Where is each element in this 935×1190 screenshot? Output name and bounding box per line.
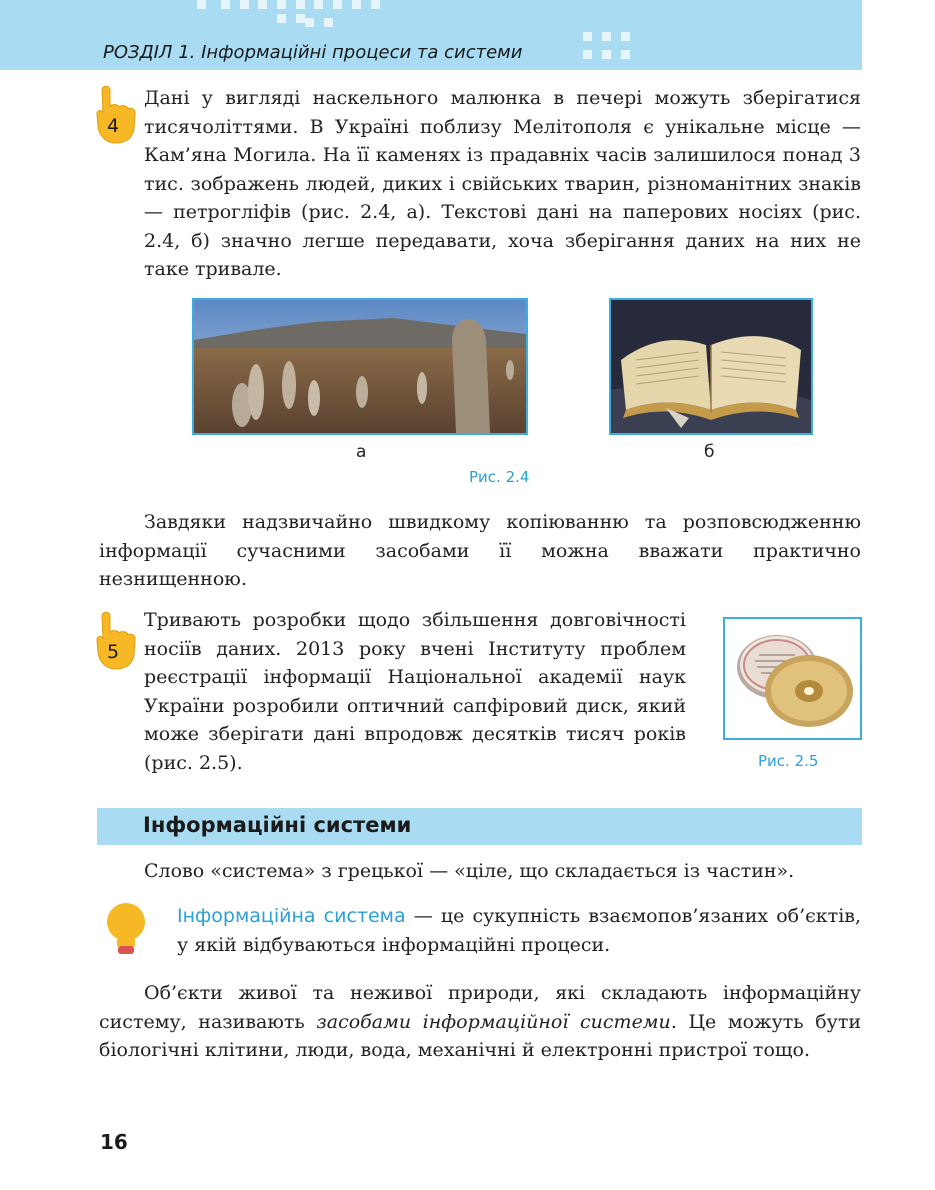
old-book-photo	[609, 298, 813, 435]
definition-term: Інформаційна система	[177, 905, 406, 927]
decor-square	[583, 32, 592, 41]
decor-square	[296, 0, 305, 9]
decor-square	[314, 0, 323, 9]
text-part: . Це можуть бути біологічні клітини, люди, вода, механічні й електронні пристрої тощо.	[99, 1010, 862, 1061]
decor-square	[371, 0, 380, 9]
figure-caption-2-5: Рис. 2.5	[758, 752, 819, 770]
pointing-hand-icon	[94, 84, 138, 146]
decor-square	[258, 0, 267, 9]
item-number: 4	[106, 115, 120, 137]
decor-square	[602, 50, 611, 59]
figure-caption-2-4: Рис. 2.4	[469, 468, 530, 486]
paragraph-system-means	[99, 979, 861, 1065]
decor-square	[602, 32, 611, 41]
paragraph-petroglyphs: Дані у вигляді наскельного малюнка в печері можуть зберігатися тисячоліттями. В Україні поблизу Мелітополя є унікальне місце — Кам’яна Могила. На її каменях із прадавніх часів залишилося понад 3 тис. зображень людей, диких і свійських тварин, різноманітних знаків — петрогліфів (рис. 2.4, а). Текстові дані на паперових носіях (рис. 2.4, б) значно легше передавати, хоча зберігання даних на них не таке тривале.	[144, 87, 861, 280]
figure-label-a: а	[356, 442, 367, 462]
decor-square	[333, 0, 342, 9]
pointing-hand-icon	[94, 610, 138, 672]
decor-square	[324, 18, 333, 27]
decor-square	[305, 18, 314, 27]
chapter-title: РОЗДІЛ 1. Інформаційні процеси та системи	[103, 42, 523, 63]
decor-square	[221, 0, 230, 9]
decor-square	[621, 50, 630, 59]
paragraph-word-system: Слово «система» з грецької — «ціле, що складається із частин».	[144, 860, 795, 882]
definition-information-system	[177, 902, 861, 959]
item-number: 5	[106, 641, 120, 663]
decor-square	[352, 0, 361, 9]
italic-term: засобами інформаційної системи	[316, 1010, 671, 1033]
section-title: Інформаційні системи	[143, 813, 412, 837]
figure-label-b: б	[704, 442, 715, 462]
decor-square	[583, 50, 592, 59]
decor-square	[296, 14, 305, 23]
decor-square	[277, 0, 286, 9]
page-number: 16	[100, 1130, 128, 1154]
text-part: Об’єкти живої та неживої природи, які складають інформаційну систему, називають	[99, 982, 861, 1033]
paragraph-sapphire-disc: Тривають розробки щодо збільшення довговічності носіїв даних. 2013 року вчені Інституту проблем реєстрації інформації Національної академії наук України розробили оптичний сапфіровий диск, який може зберігати дані впродовж десятків тисяч років (рис. 2.5).	[144, 609, 686, 774]
decor-square	[197, 0, 206, 9]
definition-text: — це сукупність взаємопов’язаних об’єктів, у якій відбуваються інформаційні процеси.	[177, 905, 862, 956]
lightbulb-icon	[105, 902, 147, 958]
decor-square	[621, 32, 630, 41]
decor-square	[277, 14, 286, 23]
sapphire-disc-photo	[723, 617, 862, 740]
stone-statues-photo	[192, 298, 528, 435]
decor-square	[240, 0, 249, 9]
paragraph-copying: Завдяки надзвичайно швидкому копіюванню та розповсюдженню інформації сучасними засобами її можна вважати практично незнищенною.	[99, 511, 861, 590]
